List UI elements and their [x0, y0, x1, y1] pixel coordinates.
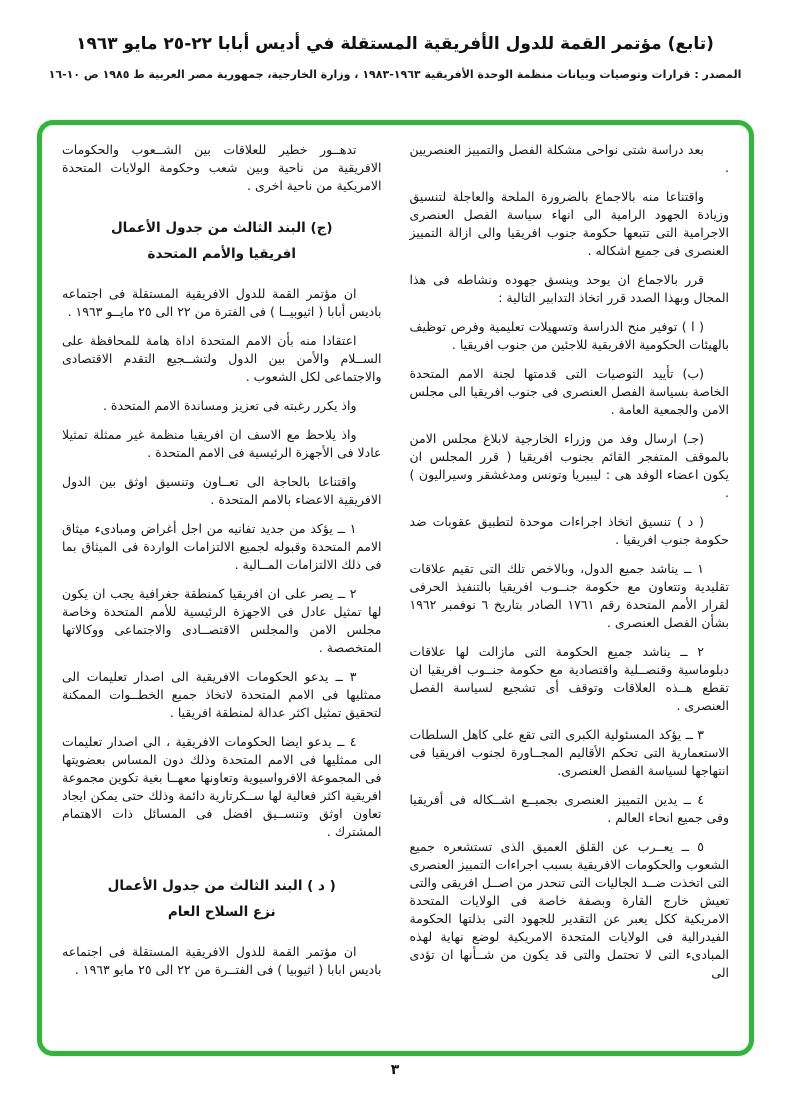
list-item-d: ( د ) تنسيق اتخاذ اجراءات موحدة لتطبيق عقوبات ضد حكومة جنوب افريقيا .	[409, 514, 729, 547]
paragraph: ان مؤتمر القمة للدول الافريقية المستقلة فى اجتماعه باديس أبابا ( اثيوبيــا ) فى الفترة من ٢٢ الى ٢٥ مايــو ١٩٦٣ .	[62, 285, 382, 319]
list-item-c: (جـ) ارسال وفد من وزراء الخارجية لابلاغ مجلس الامن بالموقف المتفجر القائم بجنوب افريقيا ( قرر المجلس ان يكون اعضاء الوفد هى : ليبيريا وتونس ومدغشقر وسيراليون ) .	[409, 431, 729, 500]
document-title: (تابع) مؤتمر القمة للدول الأفريقية المستقلة في أديس أبابا ٢٢-٢٥ مايو ١٩٦٣	[76, 34, 714, 54]
numbered-item-1: ١ ــ يناشد جميع الدول، وبالاخص تلك التى تقيم علاقات تقليدية وتتعاون مع حكومة جنــوب افريقيا بالتنفيذ الحرفى لقرار الأمم المتحدة رقم ١٧٦١ الصادر بتاريخ ٦ نوفمبر ١٩٦٢ بشأن الفصل العنصرى .	[409, 561, 729, 630]
page-number: ٣	[390, 1062, 400, 1078]
numbered-item-4: ٤ ــ يدعو ايضا الحكومات الافريقية ، الى اصدار تعليمات الى ممثليها فى الامم المتحدة وذلك دون المساس بعضويتها فى المجموعة الافرواسيوية وتعاونها معهــا بغية تكوين مجموعة افريقية اكثر فعالية لها ســكرتارية دائمة وذلك حتى يمكن ايجاد تعاون اوثق وتنســيق افضل فى المسائل ذات الاهتمام المشترك .	[62, 733, 382, 839]
list-item-b: (ب) تأييد التوصيات التى قدمتها لجنة الامم المتحدة الخاصة بسياسة الفصل العنصرى فى جنوب افريقيا الى مجلس الامن والجمعية العامة .	[409, 366, 729, 417]
page-header	[0, 34, 790, 81]
source-line: المصدر : قرارات وتوصيات وبيانات منظمة الوحدة الأفريقية ١٩٦٣-١٩٨٣ ، وزارة الخارجية، جمهورية مصر العربية ط ١٩٨٥ ص ١٠-١٦	[48, 68, 742, 81]
section-heading-agenda-item-c: (ج) البند الثالث من جدول الأعمال	[110, 220, 333, 236]
paragraph: واذ يكرر رغبته فى تعزيز ومساندة الامم المتحدة .	[102, 397, 357, 413]
numbered-item-4: ٤ ــ يدين التمييز العنصرى بجميــع اشــكاله فى أفريقيا وفى جميع انحاء العالم .	[409, 792, 729, 825]
paragraph: بعد دراسة شتى نواحى مشكلة الفصل والتمييز العنصريين .	[409, 142, 729, 175]
numbered-item-3: ٣ ــ يدعو الحكومات الافريقية الى اصدار تعليمات الى ممثليها فى الامم المتحدة لاتخاذ جميع الخطــوات الممكنة لتحقيق تمثيل اكثر عدالة لمنطقة افريقيا .	[62, 668, 382, 720]
paragraph: تدهــور خطير للعلاقات بين الشــعوب والحكومات الافريقية من ناحية وبين شعب وحكومة الولايات المتحدة الامريكية من ناحية اخرى .	[62, 142, 382, 193]
paragraph: اعتقادا منه بأن الامم المتحدة اداة هامة للمحافظة على الســلام والأمن بين الدول ولتشــجيع التقدم الاقتصادى والاجتماعى لكل الشعوب .	[62, 332, 382, 384]
numbered-item-5: ٥ ــ يعــرب عن القلق العميق الذى تستشعره جميع الشعوب والحكومات الافريقية بسبب اجراءات التمييز العنصرى التى اتخذت ضــد الجاليات التى تنحدر من اصــل افريقى والتى تعيش خارج القارة وبصفة خاصة فى الولايات المتحدة الامريكية ككل يعبر عن التقدير للجهود التى بذلتها الحكومة الفيدرالية فى الولايات المتحدة الامريكية لوضع نهاية لهذه المبادىء التى لا تحتمل والتى قد يكون من شــأنها ان تؤدى الى	[409, 839, 729, 980]
paragraph: واقتناعا بالحاجة الى تعــاون وتنسيق اوثق بين الدول الافريقية الاعضاء بالامم المتحدة .	[62, 473, 382, 507]
paragraph: واذ يلاحظ مع الاسف ان افريقيا منظمة غير ممثلة تمثيلا عادلا فى الأجهزة الرئيسية فى الامم المتحدة .	[62, 426, 382, 460]
numbered-item-2: ٢ ــ يصر على ان افريقيا كمنطقة جغرافية يجب ان يكون لها تمثيل عادل فى الاجهزة الرئيسية للأمم المتحدة وخاصة مجلس الامن والمجلس الاقتصــادى والاجتماعى ووكالاتها المتخصصة .	[62, 585, 382, 655]
content-frame	[37, 120, 754, 1056]
numbered-item-1: ١ ــ يؤكد من جديد تفانيه من اجل أغراض ومبادىء ميثاق الامم المتحدة وقبوله لجميع الالتزامات الواردة فى الميثاق بما فى ذلك الالتزامات المــالية .	[62, 520, 382, 572]
paragraph: ان مؤتمر القمة للدول الافريقية المستقلة فى اجتماعه باديس ابابا ( اثيوبيا ) فى الفتــرة من ٢٢ الى ٢٥ مايو ١٩٦٣ .	[62, 943, 382, 977]
list-item-a: ( ا ) توفير منح الدراسة وتسهيلات تعليمية وفرص توظيف بالهيئات الحكومية الافريقية للاجئين من جنوب افريقيا .	[409, 319, 729, 352]
paragraph: واقتناعا منه بالاجماع بالضرورة الملحة والعاجلة لتنسيق وزيادة الجهود الرامية الى انهاء سياسة الفصل العنصرى الاجرامية التى تتبعها حكومة جنوب افريقيا والى ازالة التمييز العنصرى فى جميع اشكاله .	[409, 189, 729, 258]
column-right	[410, 141, 730, 1043]
numbered-item-2: ٢ ــ يناشد جميع الحكومة التى مازالت لها علاقات دبلوماسية وقنصــلية واقتصادية مع حكومة جنــوب افريقيا ان تقطع هــذه العلاقات وتوقف أى تشجيع لسياسة الفصل العنصرى .	[409, 644, 729, 713]
column-left	[62, 141, 382, 1043]
section-heading-disarmament: نزع السلاح العام	[167, 904, 276, 921]
text-columns	[62, 141, 729, 1043]
numbered-item-3: ٣ ــ يؤكد المسئولية الكبرى التى تقع على كاهل السلطات الاستعمارية التى تحكم الأقاليم المجــاورة لجنوب افريقيا فى انتهاجها لسياسة الفصل العنصرى.	[409, 727, 729, 778]
section-heading-africa-un: افريقيا والأمم المتحدة	[147, 246, 296, 263]
section-heading-agenda-item-d: ( د ) البند الثالث من جدول الأعمال	[107, 877, 336, 894]
paragraph: قرر بالاجماع ان يوحد وينسق جهوده ونشاطه فى هذا المجال وبهذا الصدد قرر اتخاذ التدابير التالية :	[409, 272, 729, 305]
